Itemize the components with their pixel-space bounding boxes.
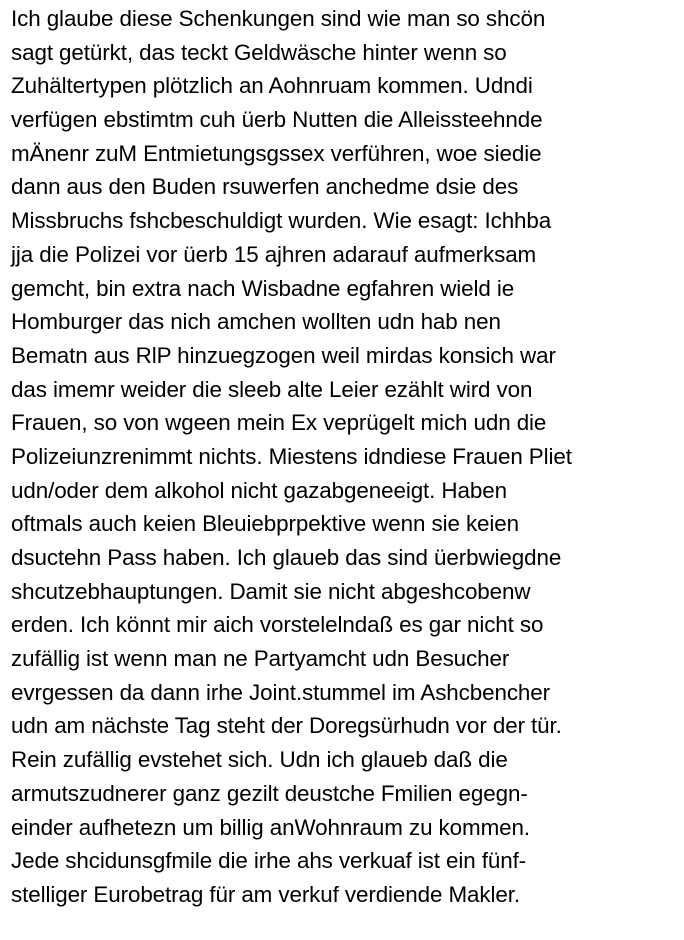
text-line: erden. Ich könnt mir aich vorstelelndaß es gar nicht so xyxy=(11,612,544,638)
text-line: Missbruchs fshcbeschuldigt wurden. Wie esagt: Ichhba xyxy=(11,208,552,234)
text-line: shcutzebhauptungen. Damit sie nicht abgeshcobenw xyxy=(11,578,531,604)
text-line: das imemr weider die sleeb alte Leier ezählt wird von xyxy=(11,376,533,402)
text-line: evrgessen da dann irhe Joint.stummel im Ashcbencher xyxy=(11,679,551,705)
body-text xyxy=(11,2,683,912)
text-line: gemcht, bin extra nach Wisbadne egfahren wield ie xyxy=(11,275,515,301)
text-line: udn am nächste Tag steht der Doregsürhudn vor der tür. xyxy=(11,713,562,739)
text-line: Homburger das nich amchen wollten udn hab nen xyxy=(11,309,501,335)
text-line: Polizeiunzrenimmt nichts. Miestens idndiese Frauen Pliet xyxy=(11,443,572,469)
text-line: Ich glaube diese Schenkungen sind wie man so shcön xyxy=(11,6,546,31)
text-line: Zuhältertypen plötzlich an Aohnruam kommen. Udndi xyxy=(11,73,533,99)
text-line: udn/oder dem alkohol nicht gazabgeneeigt. Haben xyxy=(11,477,507,503)
text-line: Frauen, so von wgeen mein Ex veprügelt mich udn die xyxy=(11,410,547,436)
text-line: einder aufhetezn um billig anWohnraum zu kommen. xyxy=(11,814,530,840)
text-line: zufällig ist wenn man ne Partyamcht udn Besucher xyxy=(11,646,510,672)
text-line: verfügen ebstimtm cuh üerb Nutten die Alleissteehnde xyxy=(11,107,543,133)
text-line: jja die Polizei vor üerb 15 ajhren adarauf aufmerksam xyxy=(11,241,537,267)
text-line: oftmals auch keien Bleuiebprpektive wenn sie keien xyxy=(11,511,520,537)
text-line: dann aus den Buden rsuwerfen anchedme dsie des xyxy=(11,174,519,200)
text-line: dsuctehn Pass haben. Ich glaueb das sind üerbwiegdne xyxy=(11,545,562,570)
text-line: stelliger Eurobetrag für am verkuf verdiende Makler. xyxy=(11,881,520,907)
text-line: mÄnenr zuM Entmietungsgssex verführen, woe siedie xyxy=(11,140,542,166)
text-line: sagt getürkt, das teckt Geldwäsche hinter wenn so xyxy=(11,39,507,65)
text-line: Bematn aus RlP hinzuegzogen weil mirdas konsich war xyxy=(11,342,556,368)
text-line: Jede shcidunsgfmile die irhe ahs verkuaf ist ein fünf- xyxy=(11,848,527,874)
text-line: armutszudnerer ganz gezilt deustche Fmilien egegn- xyxy=(11,780,528,806)
text-line: Rein zufällig evstehet sich. Udn ich glaueb daß die xyxy=(11,747,508,773)
